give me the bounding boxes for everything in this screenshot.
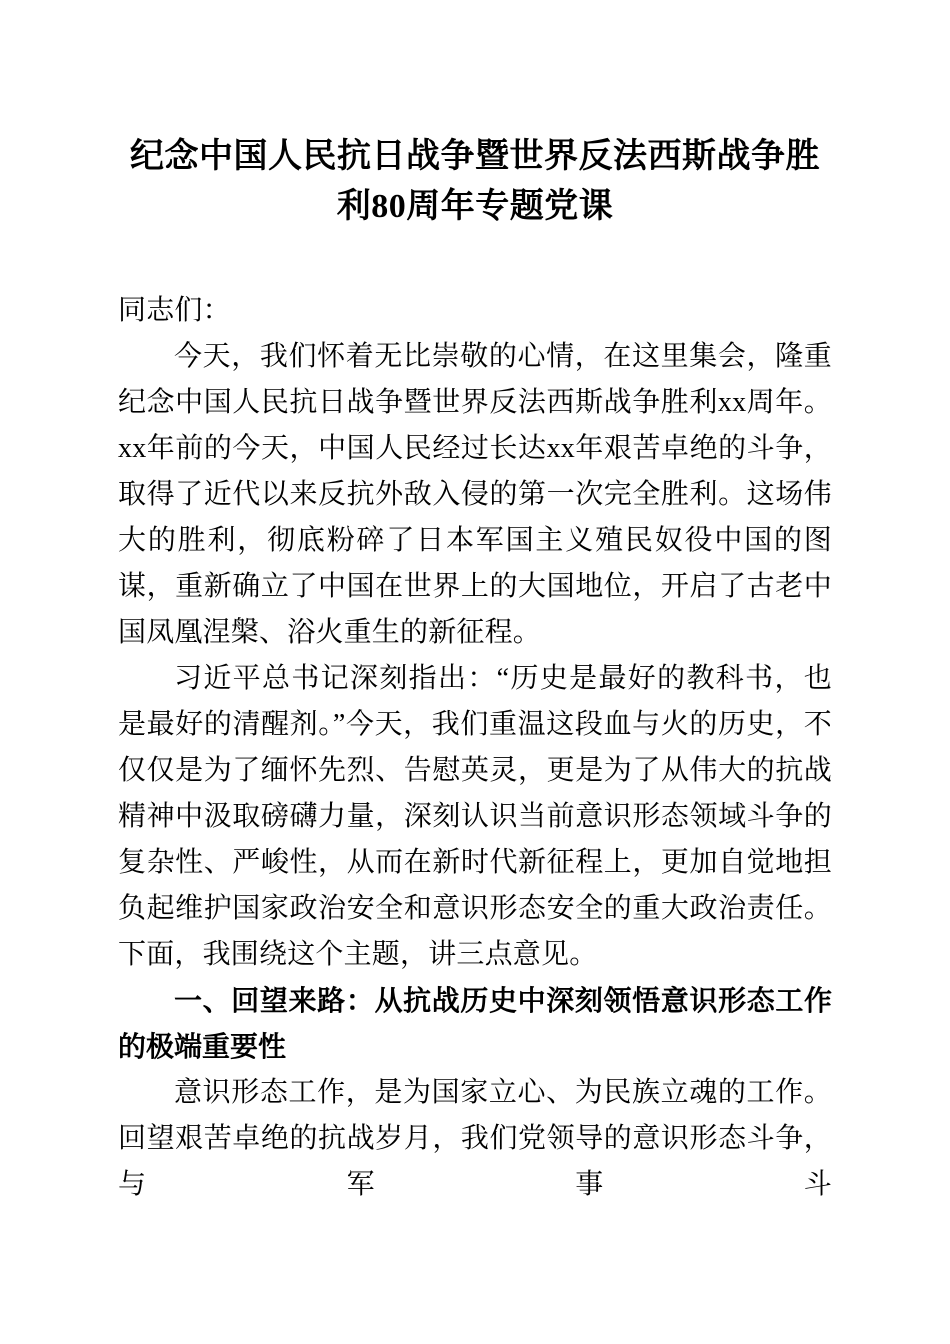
paragraph-ideology-truncated: 意识形态工作，是为国家立心、为民族立魂的工作。回望艰苦卓绝的抗战岁月，我们党领导的意识形态斗争，与军事斗 (118, 1077, 832, 1200)
salutation-line: 同志们： (118, 295, 231, 326)
document-title: 纪念中国人民抗日战争暨世界反法西斯战争胜利80周年专题党课 (130, 138, 820, 225)
paragraph-opening: 今天，我们怀着无比崇敬的心情，在这里集会，隆重纪念中国人民抗日战争暨世界反法西斯战争胜利xx周年。xx年前的今天，中国人民经过长达xx年艰苦卓绝的斗争，取得了近代以来反抗外敌入侵的第一次完全胜利。这场伟大的胜利，彻底粉碎了日本军国主义殖民奴役中国的图谋，重新确立了中国在世界上的大国地位，开启了古老中国凤凰涅槃、浴火重生的新征程。 (118, 341, 832, 648)
paragraph-quote: 习近平总书记深刻指出：“历史是最好的教科书，也是最好的清醒剂。”今天，我们重温这段血与火的历史，不仅仅是为了缅怀先烈、告慰英灵，更是为了从伟大的抗战精神中汲取磅礴力量，深刻认识当前意识形态领域斗争的复杂性、严峻性，从而在新时代新征程上，更加自觉地担负起维护国家政治安全和意识形态安全的重大政治责任。下面，我围绕这个主题，讲三点意见。 (118, 663, 832, 970)
section-heading-1: 一、回望来路：从抗战历史中深刻领悟意识形态工作的极端重要性 (118, 985, 832, 1062)
